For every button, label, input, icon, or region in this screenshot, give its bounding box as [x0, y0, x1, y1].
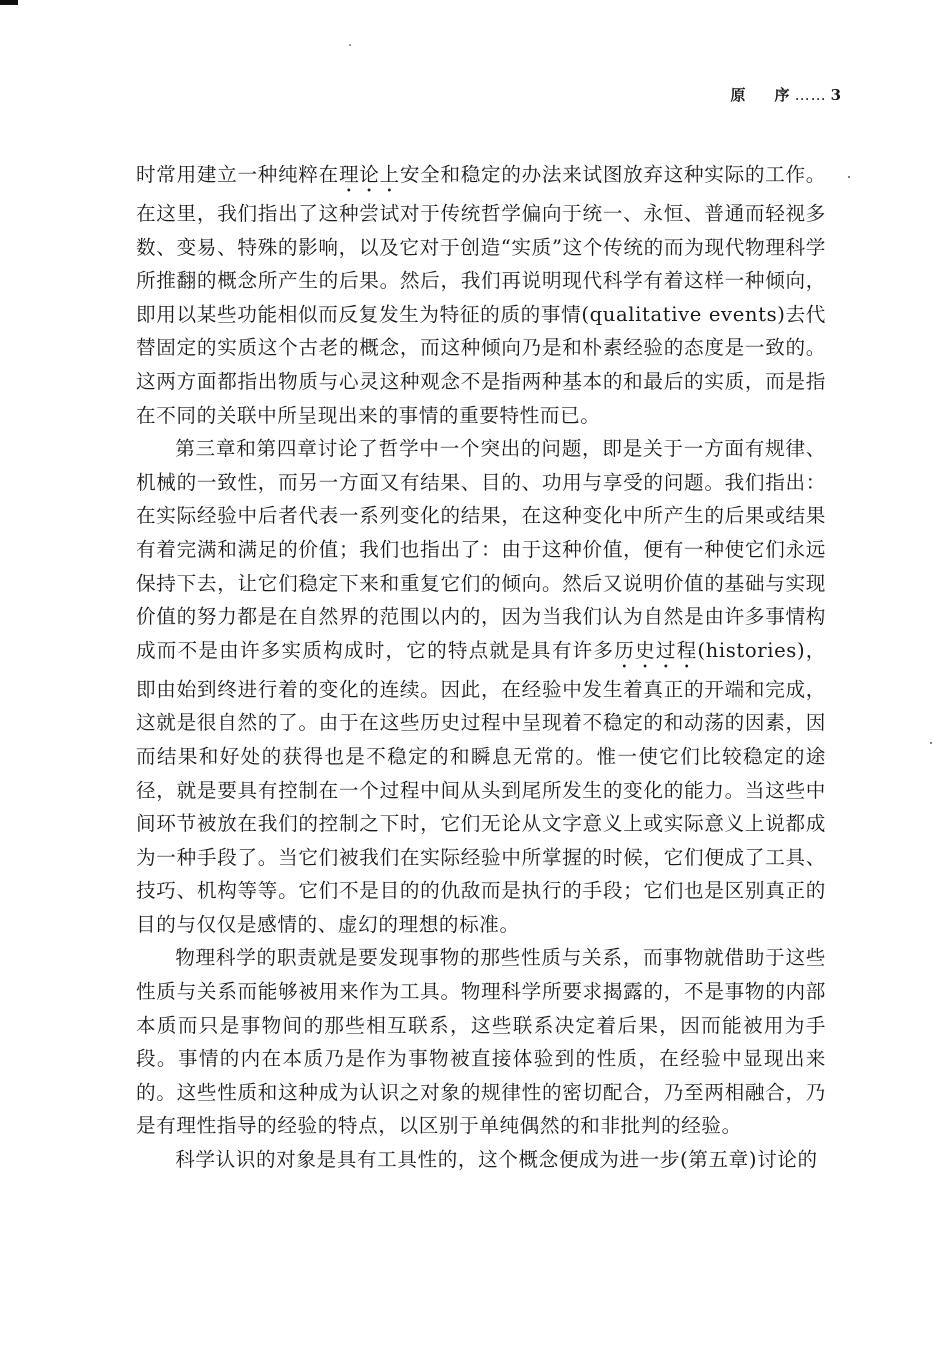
paragraph-text: 科学认识的对象是具有工具性的，这个概念便成为进一步(第五章)讨论的: [175, 1148, 818, 1172]
paragraph: [136, 941, 826, 1143]
emphasized-text: 理论上: [338, 163, 400, 186]
scan-corner-mark: [0, 0, 18, 5]
paragraph-text: 时常用建立一种纯粹在: [136, 163, 339, 186]
running-header: [731, 84, 842, 105]
scan-speck: [349, 44, 351, 46]
paragraph-text: (histories)，即由始到终进行着的变化的连续。因此，在经验中发生着真正的开端和完成，这就是很自然的了。由于在这些历史过程中呈现着不稳定的和动荡的因素，因而结果和好处的获得也是不稳定的和瞬息无常的。惟一使它们比较稳定的途径，就是要具有控制在一个过程中间从头到尾所发生的变化的能力。当这些中间环节被放在我们的控制之下时，它们无论从文字意义上或实际意义上说都成为一种手段了。当它们被我们在实际经验中所掌握的时候，它们便成了工具、技巧、机构等等。它们不是目的的仇敌而是执行的手段；它们也是区别真正的目的与仅仅是感情的、虚幻的理想的标准。: [136, 638, 826, 936]
paragraph-text: 第三章和第四章讨论了哲学中一个突出的问题，即是关于一方面有规律、机械的一致性，而另一方面又有结果、目的、功用与享受的问题。我们指出：在实际经验中后者代表一系列变化的结果，在这种变化中所产生的后果或结果有着完满和满足的价值；我们也指出了：由于这种价值，便有一种使它们永远保持下去，让它们稳定下来和重复它们的倾向。然后又说明价值的基础与实现价值的努力都是在自然界的范围以内的，因为当我们认为自然是由许多事情构成而不是由许多实质构成时，它的特点就是具有许多: [136, 437, 826, 662]
emphasized-text: 历史过程: [614, 638, 698, 662]
paragraph: [136, 158, 826, 432]
header-chapter-char-1: 原: [730, 86, 747, 104]
header-chapter-char-2: 序: [774, 86, 791, 104]
body-text: [136, 158, 826, 1177]
scan-speck: [848, 176, 850, 178]
paragraph-text: 安全和稳定的办法来试图放弃这种实际的工作。在这里，我们指出了这种尝试对于传统哲学偏向于统一、永恒、普通而轻视多数、变易、特殊的影响，以及它对于创造“实质”这个传统的而为现代物理科学所推翻的概念所产生的后果。然后，我们再说明现代科学有着这样一种倾向，即用以某些功能相似而反复发生为特征的质的事情(qualitative events)去代替固定的实质这个古老的概念，而这种倾向乃是和朴素经验的态度是一致的。这两方面都指出物质与心灵这种观念不是指两种基本的和最后的实质，而是指在不同的关联中所呈现出来的事情的重要特性而已。: [136, 163, 826, 427]
scan-speck: [930, 742, 932, 744]
paragraph: [136, 432, 826, 941]
paragraph-text: 物理科学的职责就是要发现事物的那些性质与关系，而事物就借助于这些性质与关系而能够被用来作为工具。物理科学所要求揭露的，不是事物的内部本质而只是事物间的那些相互联系，这些联系决定着后果，因而能被用为手段。事情的内在本质乃是作为事物被直接体验到的性质，在经验中显现出来的。这些性质和这种成为认识之对象的规律性的密切配合，乃至两相融合，乃是有理性指导的经验的特点，以区别于单纯偶然的和非批判的经验。: [136, 946, 826, 1138]
page-number: 3: [830, 86, 842, 104]
header-separator: ……: [794, 86, 827, 104]
paragraph: [136, 1143, 826, 1177]
